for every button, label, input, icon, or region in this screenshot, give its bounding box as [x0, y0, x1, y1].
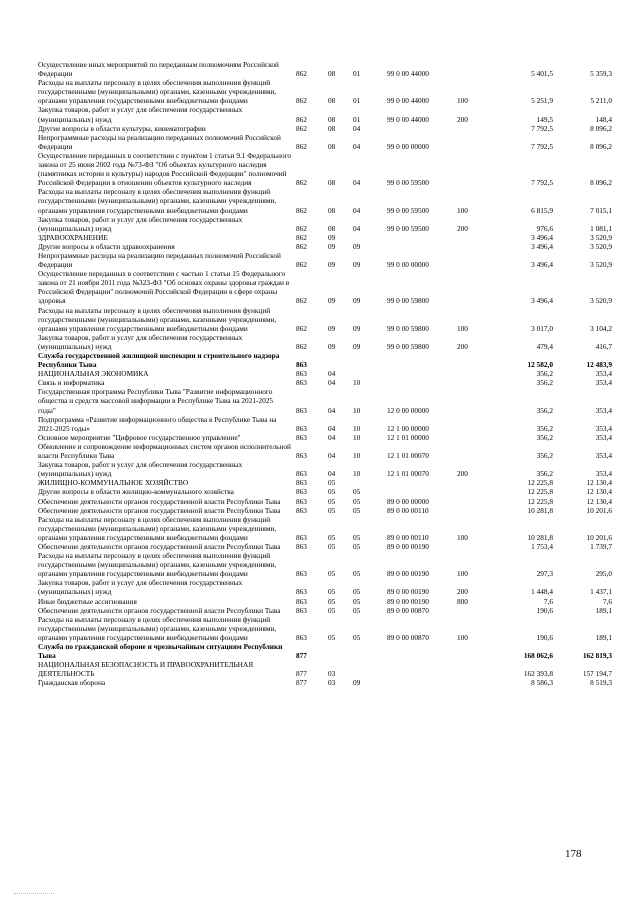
row-subsection: 05 [353, 505, 361, 515]
row-name: НАЦИОНАЛЬНАЯ БЕЗОПАСНОСТЬ И ПРАВООХРАНИТЕЛЬНАЯ ДЕЯТЕЛЬНОСТЬ [38, 660, 254, 679]
row-value-1: 356,2 [536, 432, 553, 442]
row-subsection: 05 [353, 596, 361, 606]
table-row [38, 597, 612, 606]
row-value-2: 3 520,9 [590, 296, 612, 306]
row-dept-code: 863 [296, 632, 307, 642]
table-row [38, 506, 612, 515]
row-value-2: 8 096,2 [590, 141, 612, 151]
row-value-1: 168 062,6 [523, 651, 553, 661]
row-target-article: 99 0 00 59500 [387, 223, 429, 233]
row-value-2: 3 104,2 [590, 323, 612, 333]
table-row [38, 642, 612, 660]
row-value-1: 976,6 [536, 223, 553, 233]
table-row [38, 124, 612, 133]
row-subsection: 05 [353, 569, 361, 579]
table-row [38, 415, 612, 433]
row-value-1: 5 401,5 [531, 69, 553, 79]
row-value-2: 5 211,0 [590, 96, 612, 106]
row-dept-code: 863 [296, 496, 307, 506]
row-dept-code: 863 [296, 541, 307, 551]
row-value-1: 356,2 [536, 469, 553, 479]
row-expense-type: 200 [457, 469, 468, 479]
row-value-1: 356,2 [536, 405, 553, 415]
row-target-article: 89 0 00 00190 [387, 587, 429, 597]
row-section: 05 [328, 605, 336, 615]
row-value-2: 353,4 [595, 469, 612, 479]
row-section: 05 [328, 596, 336, 606]
row-value-2: 1 739,7 [590, 541, 612, 551]
row-name: Обеспечение деятельности органов государственной власти Республики Тыва [38, 496, 281, 506]
row-subsection: 04 [353, 205, 361, 215]
row-target-article: 99 0 00 59500 [387, 205, 429, 215]
row-target-article: 89 0 00 00190 [387, 596, 429, 606]
row-name: Обеспечение деятельности органов государственной власти Республики Тыва [38, 541, 281, 551]
table-row [38, 578, 612, 596]
row-target-article: 99 0 00 44000 [387, 96, 429, 106]
table-row [38, 215, 612, 233]
row-subsection: 05 [353, 496, 361, 506]
row-expense-type: 200 [457, 587, 468, 597]
row-subsection: 05 [353, 605, 361, 615]
row-subsection: 09 [353, 296, 361, 306]
row-value-1: 7,6 [543, 596, 553, 606]
row-target-article: 12 1 00 00000 [387, 423, 429, 433]
row-value-1: 5 251,9 [531, 96, 553, 106]
row-value-2: 1 081,1 [590, 223, 612, 233]
row-section: 05 [328, 632, 336, 642]
row-target-article: 99 0 00 59800 [387, 341, 429, 351]
row-section: 03 [328, 678, 336, 688]
row-dept-code: 862 [296, 141, 307, 151]
row-expense-type: 100 [457, 569, 468, 579]
table-row [38, 515, 612, 542]
row-subsection: 01 [353, 114, 361, 124]
row-value-2: 3 520,9 [590, 241, 612, 251]
row-section: 05 [328, 496, 336, 506]
row-value-2: 162 819,3 [582, 651, 612, 661]
row-value-1: 3 017,0 [531, 323, 553, 333]
row-name: Расходы на выплаты персоналу в целях обеспечения выполнения функций государственными (муниципальными) органами, казенными учреждениями, органами управления государственными внебюджетными фондами [38, 551, 277, 579]
row-name: Служба государственной жилищной инспекции и строительного надзора Республики Тыва [38, 351, 280, 370]
row-expense-type: 100 [457, 632, 468, 642]
row-section: 09 [328, 296, 336, 306]
row-name: Закупка товаров, работ и услуг для обеспечения государственных (муниципальных) нужд [38, 332, 243, 351]
row-section: 09 [328, 323, 336, 333]
row-name: Непрограммные расходы на реализацию переданных полномочий Российской Федерации [38, 250, 281, 270]
row-target-article: 99 0 00 44000 [387, 69, 429, 79]
table-row [38, 78, 612, 105]
row-value-1: 356,2 [536, 451, 553, 461]
row-value-2: 7,6 [602, 596, 612, 606]
row-target-article: 12 0 00 00000 [387, 405, 429, 415]
row-dept-code: 863 [296, 596, 307, 606]
table-row [38, 487, 612, 496]
row-dept-code: 863 [296, 478, 307, 488]
row-expense-type: 200 [457, 223, 468, 233]
row-section: 05 [328, 532, 336, 542]
row-name: ЖИЛИЩНО-КОММУНАЛЬНОЕ ХОЗЯЙСТВО [38, 478, 189, 488]
row-name: Непрограммные расходы на реализацию переданных полномочий Российской Федерации [38, 132, 281, 151]
table-row [38, 242, 612, 251]
row-dept-code: 862 [296, 232, 307, 242]
table-row [38, 678, 612, 687]
row-name: Расходы на выплаты персоналу в целях обеспечения выполнения функций государственными (муниципальными) органами, казенными учреждениями, органами управления государственными внебюджетными фондами [38, 78, 277, 106]
row-value-2: 416,7 [595, 341, 612, 351]
row-name: НАЦИОНАЛЬНАЯ ЭКОНОМИКА [38, 369, 149, 379]
row-name: Закупка товаров, работ и услуг для обеспечения государственных (муниципальных) нужд [38, 214, 243, 233]
row-section: 08 [328, 96, 336, 106]
row-value-1: 3 496,4 [531, 232, 553, 242]
row-value-1: 297,3 [536, 569, 553, 579]
row-target-article: 12 1 01 00070 [387, 469, 429, 479]
row-value-2: 5 359,3 [590, 69, 612, 79]
row-value-1: 12 225,8 [527, 478, 553, 488]
row-name: Гражданская оборона [38, 678, 106, 688]
row-value-1: 3 496,4 [531, 296, 553, 306]
row-name: Основное мероприятие "Цифровое государственное управление" [38, 432, 241, 442]
row-subsection: 09 [353, 260, 361, 270]
table-row [38, 387, 612, 414]
row-value-1: 1 753,4 [531, 541, 553, 551]
row-expense-type: 100 [457, 532, 468, 542]
row-subsection: 01 [353, 96, 361, 106]
row-dept-code: 863 [296, 532, 307, 542]
row-name: Обеспечение деятельности органов государственной власти Республики Тыва [38, 605, 281, 615]
row-value-2: 10 201,6 [586, 505, 612, 515]
row-subsection: 10 [353, 423, 361, 433]
row-name: Другие вопросы в области здравоохранения [38, 241, 175, 251]
row-section: 05 [328, 569, 336, 579]
row-name: Расходы на выплаты персоналу в целях обеспечения выполнения функций государственными (муниципальными) органами, казенными учреждениями, органами управления государственными внебюджетными фондами [38, 614, 277, 642]
row-expense-type: 200 [457, 341, 468, 351]
row-section: 08 [328, 69, 336, 79]
row-dept-code: 877 [296, 669, 307, 679]
row-value-2: 8 096,2 [590, 123, 612, 133]
row-value-1: 149,5 [536, 114, 553, 124]
row-section: 08 [328, 178, 336, 188]
row-name: Расходы на выплаты персоналу в целях обеспечения выполнения функций государственными (муниципальными) органами, казенными учреждениями, органами управления государственными внебюджетными фондами [38, 305, 277, 333]
row-section: 08 [328, 223, 336, 233]
table-row [38, 133, 612, 151]
row-value-1: 7 792,5 [531, 123, 553, 133]
row-value-1: 190,6 [536, 632, 553, 642]
row-value-2: 12 130,4 [586, 496, 612, 506]
row-dept-code: 862 [296, 241, 307, 251]
row-value-1: 10 281,8 [527, 532, 553, 542]
row-value-2: 10 201,6 [586, 532, 612, 542]
row-subsection: 10 [353, 405, 361, 415]
row-dept-code: 877 [296, 678, 307, 688]
row-dept-code: 863 [296, 487, 307, 497]
row-value-1: 7 792,5 [531, 141, 553, 151]
table-row [38, 60, 612, 78]
table-row [38, 460, 612, 478]
row-dept-code: 863 [296, 432, 307, 442]
row-value-2: 353,4 [595, 405, 612, 415]
row-value-2: 8 519,3 [590, 678, 612, 688]
row-name: Закупка товаров, работ и услуг для обеспечения государственных (муниципальных) нужд [38, 578, 243, 597]
row-subsection: 04 [353, 223, 361, 233]
row-subsection: 05 [353, 632, 361, 642]
row-value-2: 12 483,9 [586, 360, 612, 370]
table-row [38, 542, 612, 551]
row-section: 04 [328, 423, 336, 433]
row-dept-code: 863 [296, 360, 307, 370]
row-subsection: 09 [353, 678, 361, 688]
table-row [38, 306, 612, 333]
row-subsection: 01 [353, 69, 361, 79]
row-dept-code: 863 [296, 423, 307, 433]
row-name: Осуществление переданных в соответствии с частью 1 статьи 15 Федерального закона от 21 ноября 2011 года №323-ФЗ "Об основах охраны здоровья граждан в Российской Федерации" полномочий Российской Федерации в сфере охраны здоровья [38, 269, 290, 306]
row-dept-code: 862 [296, 69, 307, 79]
row-value-1: 10 281,8 [527, 505, 553, 515]
table-row [38, 551, 612, 578]
row-name: Расходы на выплаты персоналу в целях обеспечения выполнения функций государственными (муниципальными) органами, казенными учреждениями, органами управления государственными внебюджетными фондами [38, 514, 277, 542]
row-section: 04 [328, 451, 336, 461]
row-value-2: 189,1 [595, 605, 612, 615]
row-value-2: 3 520,9 [590, 232, 612, 242]
row-subsection: 09 [353, 341, 361, 351]
table-row [38, 497, 612, 506]
row-dept-code: 862 [296, 341, 307, 351]
row-section: 04 [328, 369, 336, 379]
row-target-article: 99 0 00 00000 [387, 141, 429, 151]
row-section: 04 [328, 432, 336, 442]
row-subsection: 10 [353, 451, 361, 461]
row-value-1: 3 496,4 [531, 241, 553, 251]
row-target-article: 99 0 00 59800 [387, 296, 429, 306]
row-name: Другие вопросы в области жилищно-коммунального хозяйства [38, 487, 234, 497]
row-subsection: 10 [353, 378, 361, 388]
row-section: 03 [328, 669, 336, 679]
row-value-2: 1 437,1 [590, 587, 612, 597]
row-target-article: 99 0 00 44000 [387, 114, 429, 124]
row-dept-code: 862 [296, 260, 307, 270]
row-name: Закупка товаров, работ и услуг для обеспечения государственных (муниципальных) нужд [38, 105, 243, 124]
row-section: 08 [328, 123, 336, 133]
budget-table [38, 60, 612, 687]
row-dept-code: 863 [296, 469, 307, 479]
table-row [38, 369, 612, 378]
row-value-1: 8 586,3 [531, 678, 553, 688]
row-value-1: 356,2 [536, 378, 553, 388]
row-value-1: 356,2 [536, 369, 553, 379]
row-name: Связь и информатика [38, 378, 105, 388]
row-value-1: 6 815,9 [531, 205, 553, 215]
row-target-article: 89 0 00 00110 [387, 505, 429, 515]
row-dept-code: 862 [296, 123, 307, 133]
row-name: Закупка товаров, работ и услуг для обеспечения государственных (муниципальных) нужд [38, 460, 243, 479]
row-name: Осуществление переданных в соответствии с пунктом 1 статьи 9.1 Федерального закона от 25 июня 2002 года №73-ФЗ "Об объектах культурного наследия (памятниках истории и культуры) народов Российской Федерации" полномочий Российской Федерации в отношении объектов культурного наследия [38, 150, 292, 188]
row-expense-type: 100 [457, 205, 468, 215]
row-dept-code: 863 [296, 505, 307, 515]
row-subsection: 05 [353, 487, 361, 497]
row-name: Обновление и сопровождение информационных систем органов исполнительной власти Республики Тыва [38, 441, 291, 461]
row-value-2: 148,4 [595, 114, 612, 124]
row-value-1: 12 225,8 [527, 487, 553, 497]
row-section: 05 [328, 541, 336, 551]
row-dept-code: 863 [296, 451, 307, 461]
table-row [38, 151, 612, 187]
row-target-article: 89 0 00 00190 [387, 569, 429, 579]
row-subsection: 04 [353, 141, 361, 151]
row-dept-code: 863 [296, 569, 307, 579]
row-value-2: 7 015,1 [590, 205, 612, 215]
row-target-article: 12 1 01 00070 [387, 451, 429, 461]
page-number: 178 [565, 848, 582, 860]
row-name: Государственная программа Республики Тыва "Развитие информационного общества и средств массовой информации в Республике Тыва на 2021-2025 годы" [38, 387, 274, 415]
row-target-article: 89 0 00 00000 [387, 496, 429, 506]
row-subsection: 10 [353, 469, 361, 479]
row-dept-code: 863 [296, 378, 307, 388]
row-target-article: 89 0 00 00190 [387, 541, 429, 551]
row-dept-code: 862 [296, 223, 307, 233]
row-section: 04 [328, 405, 336, 415]
row-subsection: 05 [353, 541, 361, 551]
row-value-2: 353,4 [595, 451, 612, 461]
row-name: Иные бюджетные ассигнования [38, 596, 137, 606]
row-name: Обеспечение деятельности органов государственной власти Республики Тыва [38, 505, 281, 515]
table-row [38, 606, 612, 615]
row-section: 08 [328, 141, 336, 151]
row-section: 05 [328, 487, 336, 497]
row-dept-code: 862 [296, 114, 307, 124]
row-target-article: 89 0 00 00110 [387, 532, 429, 542]
row-section: 09 [328, 232, 336, 242]
table-row [38, 251, 612, 269]
row-value-1: 7 792,5 [531, 178, 553, 188]
table-row [38, 433, 612, 442]
table-row [38, 187, 612, 214]
row-section: 08 [328, 205, 336, 215]
row-section: 09 [328, 241, 336, 251]
row-value-2: 353,4 [595, 432, 612, 442]
row-target-article: 99 0 00 00000 [387, 260, 429, 270]
row-dept-code: 862 [296, 96, 307, 106]
table-row [38, 478, 612, 487]
row-value-2: 8 096,2 [590, 178, 612, 188]
scan-edge-mark [14, 893, 54, 895]
row-value-2: 353,4 [595, 423, 612, 433]
row-section: 04 [328, 378, 336, 388]
row-value-2: 157 194,7 [582, 669, 612, 679]
row-value-1: 1 448,4 [531, 587, 553, 597]
row-subsection: 05 [353, 587, 361, 597]
row-value-2: 353,4 [595, 378, 612, 388]
row-expense-type: 100 [457, 323, 468, 333]
table-row [38, 269, 612, 305]
row-target-article: 12 1 01 00000 [387, 432, 429, 442]
row-dept-code: 877 [296, 651, 307, 661]
row-dept-code: 863 [296, 605, 307, 615]
row-value-2: 3 520,9 [590, 260, 612, 270]
row-value-1: 479,4 [536, 341, 553, 351]
row-section: 05 [328, 505, 336, 515]
row-subsection: 10 [353, 432, 361, 442]
row-value-2: 12 130,4 [586, 478, 612, 488]
row-value-1: 162 393,8 [523, 669, 553, 679]
row-value-1: 356,2 [536, 423, 553, 433]
row-dept-code: 862 [296, 296, 307, 306]
row-value-1: 12 582,0 [527, 360, 553, 370]
row-value-2: 12 130,4 [586, 487, 612, 497]
row-name: Служба по гражданской обороне и чрезвычайным ситуациям Республики Тыва [38, 642, 283, 661]
row-section: 09 [328, 260, 336, 270]
row-target-article: 99 0 00 59800 [387, 323, 429, 333]
row-section: 08 [328, 114, 336, 124]
row-subsection: 04 [353, 178, 361, 188]
table-row [38, 615, 612, 642]
row-name: Осуществление иных мероприятий по переданным полномочиям Российской Федерации [38, 60, 279, 79]
row-dept-code: 862 [296, 205, 307, 215]
row-name: Подпрограмма «Развитие информационного общества в Республике Тыва на 2021-2025 годы» [38, 414, 277, 433]
row-dept-code: 862 [296, 323, 307, 333]
row-dept-code: 863 [296, 405, 307, 415]
row-section: 04 [328, 469, 336, 479]
row-subsection: 09 [353, 323, 361, 333]
row-section: 05 [328, 478, 336, 488]
row-subsection: 05 [353, 532, 361, 542]
table-row [38, 660, 612, 678]
row-dept-code: 863 [296, 587, 307, 597]
row-section: 05 [328, 587, 336, 597]
row-name: Другие вопросы в области культуры, кинематографии [38, 123, 206, 133]
row-subsection: 09 [353, 241, 361, 251]
table-row [38, 233, 612, 242]
row-value-1: 12 225,8 [527, 496, 553, 506]
row-value-2: 189,1 [595, 632, 612, 642]
row-name: ЗДРАВООХРАНЕНИЕ [38, 232, 108, 242]
row-target-article: 99 0 00 59500 [387, 178, 429, 188]
table-row [38, 105, 612, 123]
row-section: 09 [328, 341, 336, 351]
table-row [38, 378, 612, 387]
row-target-article: 89 0 00 00870 [387, 605, 429, 615]
row-value-1: 3 496,4 [531, 260, 553, 270]
row-expense-type: 200 [457, 114, 468, 124]
table-row [38, 333, 612, 351]
row-value-1: 190,6 [536, 605, 553, 615]
row-dept-code: 863 [296, 369, 307, 379]
row-expense-type: 100 [457, 96, 468, 106]
table-row [38, 351, 612, 369]
row-value-2: 295,0 [595, 569, 612, 579]
table-row [38, 442, 612, 460]
row-expense-type: 800 [457, 596, 468, 606]
row-name: Расходы на выплаты персоналу в целях обеспечения выполнения функций государственными (муниципальными) органами, казенными учреждениями, органами управления государственными внебюджетными фондами [38, 187, 277, 215]
row-dept-code: 862 [296, 178, 307, 188]
row-value-2: 353,4 [595, 369, 612, 379]
row-subsection: 04 [353, 123, 361, 133]
row-target-article: 89 0 00 00870 [387, 632, 429, 642]
